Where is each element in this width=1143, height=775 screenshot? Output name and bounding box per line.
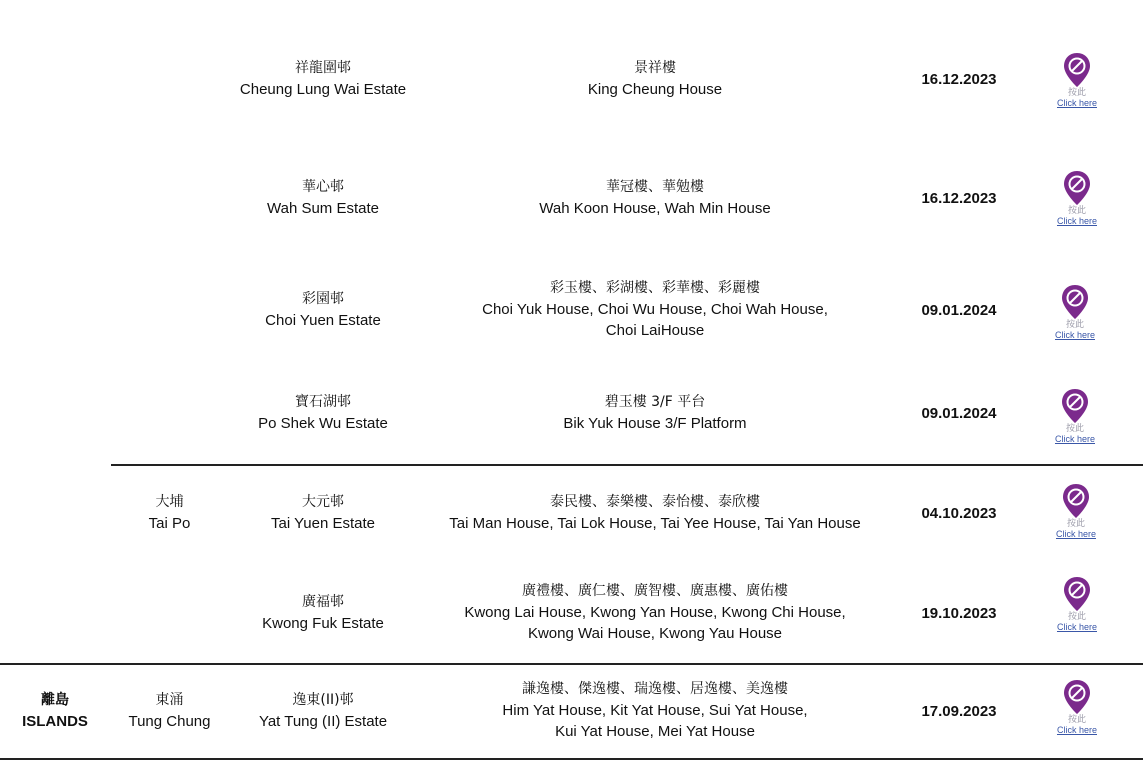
- estate-name-zh: 彩園邨: [302, 291, 344, 307]
- area-name-en: Tung Chung: [128, 713, 211, 730]
- date-cell: 19.10.2023: [921, 605, 997, 622]
- date-cell: 16.12.2023: [921, 190, 997, 207]
- click-here-link[interactable]: [1047, 170, 1107, 227]
- click-here-zh: 按此: [1067, 612, 1086, 622]
- estate-name-zh: 廣福邨: [302, 594, 344, 610]
- click-here-link[interactable]: [1047, 52, 1107, 109]
- block-name-zh: 華冠樓、華勉樓: [606, 179, 704, 195]
- estate-name-zh: 華心邨: [302, 179, 344, 195]
- click-here-link[interactable]: [1046, 483, 1106, 540]
- district-cell: [0, 690, 110, 732]
- click-here-zh: 按此: [1065, 320, 1084, 330]
- date-cell: 09.01.2024: [921, 405, 997, 422]
- block-cell: [430, 58, 880, 100]
- area-name-zh: 東涌: [155, 692, 184, 708]
- date-cell: 09.01.2024: [921, 302, 997, 319]
- map-pin-icon: [1062, 52, 1092, 88]
- click-here-link[interactable]: [1045, 284, 1105, 341]
- estate-cell: [228, 177, 418, 219]
- estate-name-en: Yat Tung (II) Estate: [258, 713, 388, 730]
- click-here-en[interactable]: Click here: [1056, 98, 1097, 108]
- estate-name-zh: 祥龍圍邨: [295, 60, 351, 76]
- block-name-zh: 碧玉樓 3/F 平台: [604, 394, 706, 410]
- area-cell: [112, 492, 227, 534]
- block-name-zh: 泰民樓、泰樂樓、泰怡樓、泰欣樓: [550, 494, 760, 510]
- block-name-en: Bik Yuk House 3/F Platform: [563, 415, 747, 432]
- block-name-zh: 景祥樓: [634, 60, 676, 76]
- estate-name-zh: 大元邨: [302, 494, 344, 510]
- block-name-en: Wah Koon House, Wah Min House: [539, 200, 771, 217]
- estate-name-zh: 逸東(II)邨: [292, 692, 354, 708]
- date-cell: 16.12.2023: [921, 71, 997, 88]
- block-name-en-line-2: Kwong Wai House, Kwong Yau House: [527, 625, 783, 642]
- block-cell: [430, 679, 880, 742]
- click-here-zh: 按此: [1066, 519, 1085, 529]
- block-name-zh: 彩玉樓、彩湖樓、彩華樓、彩麗樓: [550, 280, 760, 296]
- map-pin-icon: [1062, 679, 1092, 715]
- click-here-en[interactable]: Click here: [1055, 529, 1096, 539]
- click-here-zh: 按此: [1067, 715, 1086, 725]
- table-bottom-border: [0, 758, 1143, 760]
- block-name-en-line-2: Choi LaiHouse: [605, 322, 705, 339]
- estate-cell: [228, 492, 418, 534]
- estate-name-en: Tai Yuen Estate: [271, 515, 375, 532]
- click-here-en[interactable]: Click here: [1056, 216, 1097, 226]
- click-here-link[interactable]: [1045, 388, 1105, 445]
- estate-cell: [228, 690, 418, 732]
- estate-name-en: Po Shek Wu Estate: [258, 415, 388, 432]
- estate-cell: [228, 592, 418, 634]
- block-cell: [430, 392, 880, 434]
- estate-cell: [228, 289, 418, 331]
- click-here-en[interactable]: Click here: [1054, 434, 1095, 444]
- block-name-en-line-2: Kui Yat House, Mei Yat House: [555, 723, 755, 740]
- click-here-link[interactable]: [1047, 576, 1107, 633]
- click-here-link[interactable]: [1047, 679, 1107, 736]
- map-pin-icon: [1062, 576, 1092, 612]
- estate-name-en: Kwong Fuk Estate: [262, 615, 384, 632]
- block-name-en-line-1: Kwong Lai House, Kwong Yan House, Kwong Chi House,: [464, 604, 846, 621]
- click-here-zh: 按此: [1065, 424, 1084, 434]
- map-pin-icon: [1060, 388, 1090, 424]
- click-here-zh: 按此: [1067, 206, 1086, 216]
- estate-name-en: Wah Sum Estate: [267, 200, 379, 217]
- block-cell: [430, 492, 880, 534]
- block-name-en-line-1: Him Yat House, Kit Yat House, Sui Yat House,: [502, 702, 808, 719]
- block-cell: [430, 278, 880, 341]
- block-name-en-line-1: Choi Yuk House, Choi Wu House, Choi Wah House,: [482, 301, 828, 318]
- row-divider: [111, 464, 1143, 466]
- map-pin-icon: [1062, 170, 1092, 206]
- area-cell: [112, 690, 227, 732]
- block-name-zh: 謙逸樓、傑逸樓、瑞逸樓、居逸樓、美逸樓: [522, 681, 788, 697]
- district-name-en: ISLANDS: [22, 713, 88, 730]
- estate-name-en: Choi Yuen Estate: [265, 312, 381, 329]
- block-name-en: King Cheung House: [587, 81, 723, 98]
- block-name-en: Tai Man House, Tai Lok House, Tai Yee House, Tai Yan House: [449, 515, 861, 532]
- click-here-en[interactable]: Click here: [1054, 330, 1095, 340]
- area-name-en: Tai Po: [148, 515, 191, 532]
- date-cell: 04.10.2023: [921, 505, 997, 522]
- block-cell: [430, 177, 880, 219]
- click-here-zh: 按此: [1067, 88, 1086, 98]
- estate-name-zh: 寶石湖邨: [295, 394, 351, 410]
- row-divider: [0, 663, 1143, 665]
- click-here-en[interactable]: Click here: [1056, 725, 1097, 735]
- click-here-en[interactable]: Click here: [1056, 622, 1097, 632]
- block-name-zh: 廣禮樓、廣仁樓、廣智樓、廣惠樓、廣佑樓: [522, 583, 788, 599]
- estate-name-en: Cheung Lung Wai Estate: [239, 81, 407, 98]
- block-cell: [430, 581, 880, 644]
- map-pin-icon: [1060, 284, 1090, 320]
- district-name-zh: 離島: [41, 692, 69, 708]
- date-cell: 17.09.2023: [921, 703, 997, 720]
- map-pin-icon: [1061, 483, 1091, 519]
- area-name-zh: 大埔: [155, 494, 184, 510]
- estate-cell: [228, 58, 418, 100]
- estate-cell: [228, 392, 418, 434]
